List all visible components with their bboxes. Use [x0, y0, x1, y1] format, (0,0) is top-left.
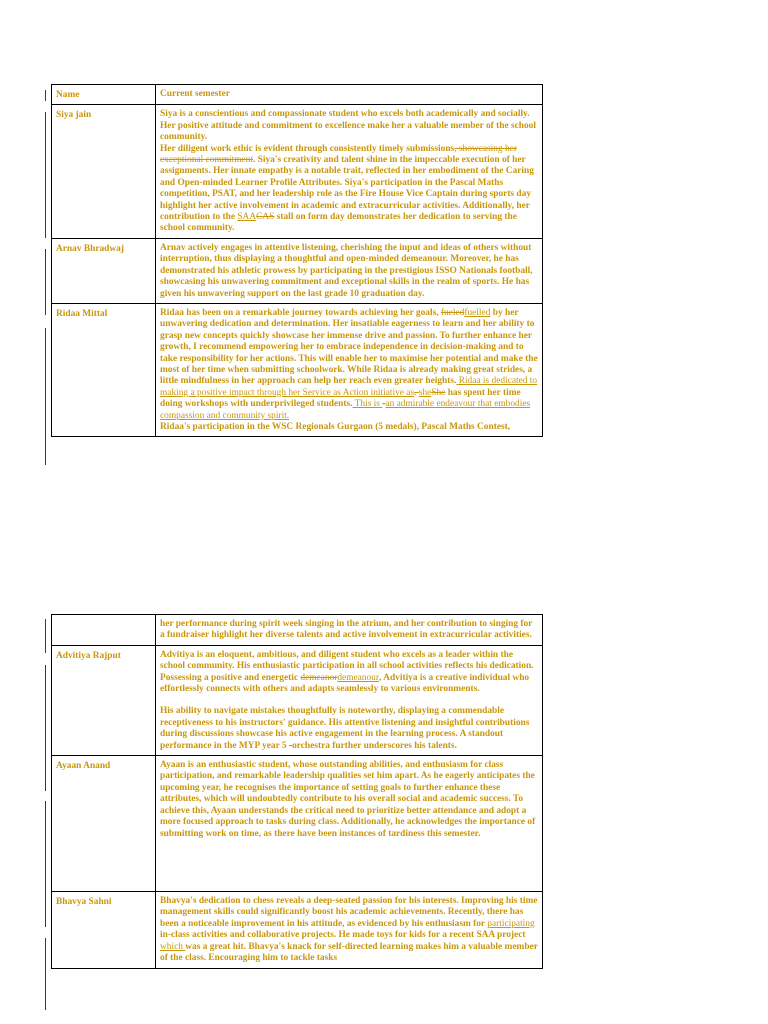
- table-row: [52, 105, 543, 238]
- comment-text: Ridaa's participation in the WSC Regionals Gurgaon (5 medals), Pascal Maths Contest,: [160, 421, 511, 432]
- comment-text: Siya is a conscientious and compassionate student who excels both academically and socially. Her positive attitude and commitment to excellence make her a valuable member of the school community.: [160, 109, 536, 143]
- table-row: [52, 645, 543, 755]
- student-name-cell: Arnav Bhradwaj: [52, 238, 156, 303]
- comment-text: Bhavya's dedication to chess reveals a deep-seated passion for his interests. Improving his time management skills could significantly boost his academic achievements. Recently, there has been a noticeable improvement in his attitude, as evidenced by his enthusiasm for: [160, 896, 538, 929]
- inserted-text: demeanour: [337, 672, 379, 683]
- inserted-text: an admirable endeavour that embodies compassion and community spirit.: [160, 399, 531, 421]
- student-name-cell: Ridaa Mittal: [52, 303, 156, 436]
- comment-text: has spent her time doing workshops with underprivileged students.: [160, 387, 521, 410]
- comment-paragraph: [160, 650, 538, 696]
- comment-paragraph: [160, 619, 538, 642]
- inserted-text: participating: [487, 918, 535, 929]
- comment-cell: [156, 645, 543, 755]
- comment-cell: [156, 615, 543, 646]
- deleted-text: , showcasing her exceptional commitment: [160, 143, 517, 166]
- header-semester-cell: Current semester: [156, 85, 543, 105]
- deleted-text: CAS: [256, 212, 275, 223]
- change-bar: [45, 112, 46, 238]
- student-name-cell: Bhavya Sahni: [52, 892, 156, 968]
- inserted-text: SAA: [237, 212, 257, 223]
- comment-text: His ability to navigate mistakes thoughtfully is noteworthy, displaying a commendable receptiveness to his instructors' guidance. His attentive listening and insightful contributions during discussions showcase his active engagement in the learning process. A standout performance in the MYP year 5: [160, 706, 530, 751]
- comment-text: her performance during spirit week singing in the atrium, and her contribution to singing for a fundraiser highlight her diverse talents and active involvement in extracurricular activities.: [160, 619, 533, 641]
- change-bar: [45, 619, 46, 653]
- comment-text: , Advitiya is a creative individual who effortlessly connects with others and adapts seamlessly to various environments.: [160, 672, 530, 695]
- change-bar: [45, 938, 46, 1010]
- inserted-text: This is: [352, 399, 383, 410]
- student-name-cell: Ayaan Anand: [52, 756, 156, 892]
- change-bar: [45, 328, 46, 465]
- inserted-text: Ridaa is dedicated to making a positive impact through her Service as Action initiative as: [160, 376, 538, 398]
- comment-text: Advitiya is an eloquent, ambitious, and diligent student who excels as a leader within the school community. His enthusiastic participation in all school activities reflects his dedication. Possessing a positive and energetic: [160, 649, 534, 683]
- deleted-text: demeanor: [300, 672, 338, 683]
- comment-cell: [156, 105, 543, 238]
- comment-cell: [156, 303, 543, 436]
- comment-paragraph: [160, 243, 538, 300]
- comment-text: Ayaan is an enthusiastic student, whose outstanding abilities, and enthusiasm for class participation, and remarkable leadership qualities set him apart. As he eagerly anticipates the upcoming year, he recognises the importance of setting goals to further enhance these attributes, which will undoubtedly contribute to his overall social and academic success. To achieve this, Ayaan understands the critical need to prioritize better attendance and adopt a more focused approach to tasks during class. Additionally, he acknowledges the importance of submitting work on time, as there have been instances of tardiness this semester.: [160, 760, 536, 839]
- comment-text: stall on form day demonstrates her dedication to serving the school community.: [160, 212, 517, 234]
- table-row: [52, 238, 543, 303]
- student-name-cell: Advitiya Rajput: [52, 645, 156, 755]
- deleted-text: She: [431, 387, 446, 398]
- table-row: [52, 756, 543, 892]
- comment-text: was a great hit. Bhavya's knack for self-directed learning makes him a valuable member of the class. Encouraging him to tackle tasks: [160, 941, 538, 964]
- inserted-text: which: [160, 941, 186, 952]
- comment-text: Arnav actively engages in attentive listening, cherishing the input and ideas of others without interruption, thus displaying a thoughtful and open-minded demeanour. Moreover, he has demonstrated his athletic prowess by participating in the prestigious ISSO Nationals football, showcasing his unwavering commitment and exceptional skills in the realm of sports. He has given his unwavering support on the last grade 10 graduation day.: [160, 242, 533, 299]
- comment-text: orchestra further underscores his talents.: [292, 740, 457, 751]
- comment-paragraph: [160, 896, 538, 964]
- deleted-text: fueled: [440, 307, 465, 318]
- table-header-row: [52, 85, 543, 105]
- comment-paragraph: [160, 706, 538, 752]
- change-bar: [45, 90, 46, 101]
- students-table-page1: [51, 84, 543, 437]
- change-bar: [45, 249, 46, 315]
- table-row: [52, 892, 543, 968]
- student-name-cell: [52, 615, 156, 646]
- inserted-text: fuelled: [464, 307, 491, 318]
- inserted-text: she: [418, 387, 432, 398]
- comment-text: . Siya's creativity and talent shine in the impeccable execution of her assignments. Her innate empathy is a notable trait, reflected in her embodiment of the Caring and Open-minded Learner Profile Attributes. Siya's participation in the Pascal Maths competition, PSAT, and her leadership role as the Fire House Vice Captain during sports day highlight her active involvement in academic and extracurricular activities. Additionally, her contribution to the: [160, 155, 534, 223]
- comment-cell: [156, 238, 543, 303]
- comment-text: by her unwavering dedication and determination. Her insatiable eagerness to learn and her ability to grasp new concepts quickly showcase her immense drive and passion. To further enhance her growth, I recommend empowering her to embrace independence in decision-making and to take responsibility for her actions. This will enable her to maximise her potential and make the most of her time when submitting schoolwork. While Ridaa is already making great strides, a little mindfulness in her approach can help her reach even greater heights.: [160, 307, 538, 387]
- deleted-text: -: [288, 740, 293, 751]
- comment-cell: [156, 756, 543, 892]
- comment-text: Her diligent work ethic is evident through consistently timely submissions: [160, 143, 455, 154]
- comment-text: in-class activities and collaborative projects. He made toys for kids for a recent SAA project: [160, 930, 526, 941]
- comment-paragraph: [160, 109, 538, 234]
- comment-text: Ridaa has been on a remarkable journey towards achieving her goals,: [160, 307, 441, 318]
- change-bar: [45, 665, 46, 791]
- header-name-cell: Name: [52, 85, 156, 105]
- deleted-text: .: [414, 387, 419, 398]
- change-bar: [45, 801, 46, 927]
- table-row: [52, 615, 543, 646]
- comment-cell: [156, 892, 543, 968]
- students-table-page2: [51, 614, 543, 969]
- deleted-text: -: [382, 399, 386, 410]
- comment-paragraph: [160, 308, 538, 433]
- student-name-cell: Siya jain: [52, 105, 156, 238]
- table-row: [52, 303, 543, 436]
- comment-paragraph: [160, 760, 538, 840]
